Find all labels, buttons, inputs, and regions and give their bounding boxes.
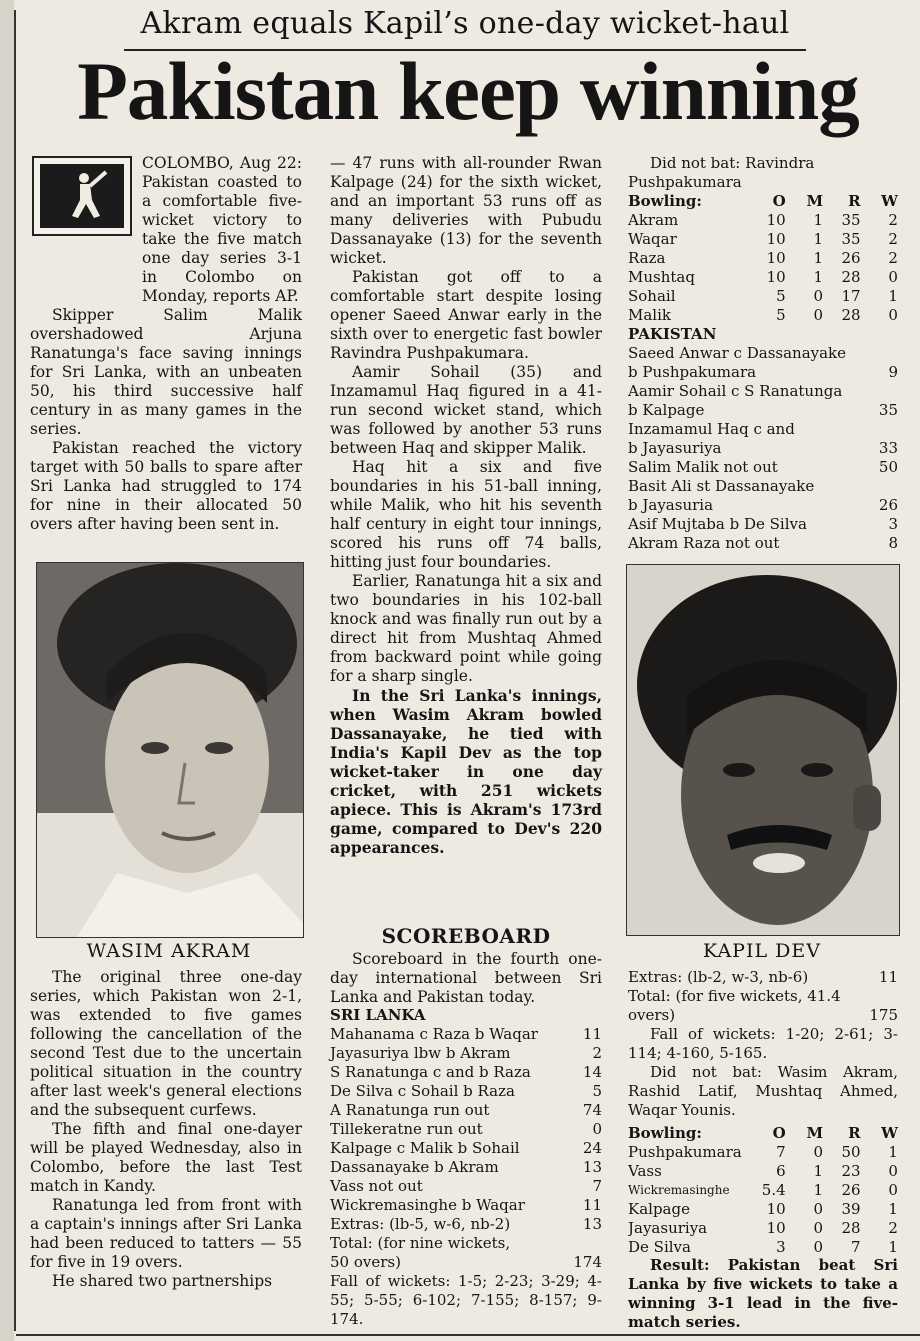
bowling-row xyxy=(628,268,898,287)
bowler-name: Sohail xyxy=(628,287,676,305)
bowling-m: 1 xyxy=(813,230,824,248)
bowling-r: 50 xyxy=(841,1143,861,1161)
bowling-m: 1 xyxy=(813,249,824,267)
bowling-r: 26 xyxy=(841,1181,861,1199)
batting-row xyxy=(330,1196,602,1215)
article-paragraph: Earlier, Ranatunga hit a six and two boundaries in his 102-ball knock and was finally run out by a direct hit from Mushtaq Ahmed from backward point while going for a sharp single. xyxy=(330,572,602,685)
batsman-dismissal: Inzamamul Haq c and xyxy=(628,420,795,438)
total-runs: 175 xyxy=(869,1006,898,1024)
article-paragraph: The fifth and final one-dayer will be played Wednesday, also in Colombo, before the last Test match in Kandy. xyxy=(30,1120,302,1195)
bowler-name: Kalpage xyxy=(628,1200,690,1218)
col-overs: O xyxy=(772,1124,786,1142)
bowling-w: 2 xyxy=(888,230,898,248)
dateline-paragraph: COLOMBO, Aug 22: Pakistan coasted to a comfortable five-wicket victory to take the five match one day series 3-1 in Colombo on Monday, reports AP. xyxy=(142,154,302,305)
bowler-name: De Silva xyxy=(628,1238,691,1256)
article-column-1 xyxy=(30,154,302,534)
bowler-name: Jayasuriya xyxy=(628,1219,708,1237)
article-column-2 xyxy=(330,154,602,857)
col-wickets: W xyxy=(881,192,898,210)
col-wickets: W xyxy=(881,1124,898,1142)
batting-row-cont xyxy=(628,401,898,420)
bowling-row xyxy=(628,230,898,249)
bowling-w: 0 xyxy=(888,268,898,286)
bowling-o: 10 xyxy=(766,1219,786,1237)
bowling-o: 10 xyxy=(766,1200,786,1218)
batsman-dismissal: Extras: (lb-5, w-6, nb-2) xyxy=(330,1215,511,1233)
batting-row xyxy=(628,534,898,553)
article-paragraph: Haq hit a six and five boundaries in his 51-ball inning, while Malik, who hit his seventh half century in eight tour innings, scored his runs off 74 balls, hitting just four boundaries. xyxy=(330,458,602,571)
batsman-runs: 0 xyxy=(592,1120,602,1138)
bowling-w: 2 xyxy=(888,1219,898,1237)
scoreboard-title: SCOREBOARD xyxy=(381,924,551,948)
bowling-r: 35 xyxy=(841,211,861,229)
bowling-o: 3 xyxy=(776,1238,786,1256)
bowling-row xyxy=(628,1219,898,1238)
batsman-dismissal: Saeed Anwar c Dassanayake xyxy=(628,344,847,362)
bowling-row xyxy=(628,1143,898,1162)
bowling-o: 5 xyxy=(776,306,786,324)
batting-row xyxy=(628,420,898,439)
bowling-w: 2 xyxy=(888,249,898,267)
extras-runs: 11 xyxy=(878,968,898,986)
bowling-row xyxy=(628,211,898,230)
bowler-name: Pushpakumara xyxy=(628,1143,742,1161)
bowling-r: 17 xyxy=(841,287,861,305)
batsman-runs: 3 xyxy=(888,515,898,533)
bowling-m: 0 xyxy=(813,287,824,305)
bowler-name: Wickremasinghe xyxy=(628,1183,730,1197)
scoreboard-intro-text: Scoreboard in the fourth one-day international between Sri Lanka and Pakistan today. xyxy=(330,950,602,1006)
batsman-runs: 14 xyxy=(582,1063,602,1081)
batsman-runs: 13 xyxy=(582,1215,602,1233)
total-label: Total: (for five wickets, 41.4 xyxy=(628,987,841,1005)
batsman-dismissal: Asif Mujtaba b De Silva xyxy=(628,515,807,533)
pakistan-batting-table xyxy=(628,325,898,553)
batting-row xyxy=(628,458,898,477)
bowling-label: Bowling: xyxy=(628,192,702,210)
extras-label: Extras: (lb-2, w-3, nb-6) xyxy=(628,968,809,986)
article-paragraph: He shared two partnerships xyxy=(52,1272,273,1290)
bowling-o: 7 xyxy=(776,1143,786,1161)
batsman-dismissal: Salim Malik not out xyxy=(628,458,778,476)
article-paragraph: Skipper Salim Malik overshadowed Arjuna Ranatunga's face saving innings for Sri Lanka, with an unbeaten 50, his third successive half century in as many games in the series. xyxy=(30,306,302,438)
batsman-dismissal: Basit Ali st Dassanayake xyxy=(628,477,815,495)
batsman-runs: 50 xyxy=(878,458,898,476)
batsman-dismissal: Wickremasinghe b Waqar xyxy=(330,1196,525,1214)
match-result xyxy=(628,1256,898,1332)
batsman-dismissal-cont: b Pushpakumara xyxy=(628,363,757,381)
bowling-row xyxy=(628,306,898,325)
bowler-name: Akram xyxy=(628,211,679,229)
scoreboard-intro xyxy=(330,950,602,1007)
bowling-r: 28 xyxy=(841,1219,861,1237)
kapil-dev-photo xyxy=(626,564,900,936)
bowling-r: 26 xyxy=(841,249,861,267)
did-not-bat-pakistan: Did not bat: Wasim Akram, Rashid Latif, Mushtaq Ahmed, Waqar Younis. xyxy=(628,1063,898,1119)
batsman-runs: 13 xyxy=(582,1158,602,1176)
result-text: Result: Pakistan beat Sri Lanka by five wickets to take a winning 3-1 lead in the five-match series. xyxy=(628,1256,898,1331)
batsman-runs: 8 xyxy=(888,534,898,552)
total-overs: overs) xyxy=(628,1006,676,1024)
adjacent-column-edge xyxy=(0,0,14,1341)
bowler-name: Waqar xyxy=(628,230,677,248)
batsman-dismissal: Jayasuriya lbw b Akram xyxy=(330,1044,511,1062)
pakistan-heading: PAKISTAN xyxy=(628,325,717,343)
bowling-r: 35 xyxy=(841,230,861,248)
pakistan-extras-row xyxy=(628,968,898,987)
bowling-m: 0 xyxy=(813,1219,824,1237)
bowling-o: 5.4 xyxy=(761,1181,786,1199)
pakistan-bowling-table xyxy=(628,192,898,325)
srilanka-bowling-table xyxy=(628,1124,898,1257)
bowling-m: 0 xyxy=(813,1238,824,1256)
bowling-w: 0 xyxy=(888,306,898,324)
batsman-runs: 11 xyxy=(582,1196,602,1214)
srilanka-heading: SRI LANKA xyxy=(330,1006,426,1024)
article-paragraph: The original three one-day series, which Pakistan won 2-1, was extended to five games following the cancellation of the second Test due to the uncertain political situation in the country after last week's general elections and the subsequent curfews. xyxy=(30,968,302,1119)
article-paragraph: Pakistan reached the victory target with 50 balls to spare after Sri Lanka had struggled to 174 for nine in their allocated 50 overs after having been sent in. xyxy=(30,439,302,533)
batting-row xyxy=(628,515,898,534)
total-overs: 50 overs) xyxy=(330,1253,401,1271)
batting-row xyxy=(330,1139,602,1158)
pakistan-total-row-2 xyxy=(628,1006,898,1025)
batsman-dismissal: Akram Raza not out xyxy=(628,534,780,552)
pakistan-innings-summary xyxy=(628,968,898,1120)
batting-row xyxy=(628,382,898,401)
batsman-dismissal-cont: b Jayasuriya xyxy=(628,439,722,457)
bowler-name: Malik xyxy=(628,306,671,324)
bowler-name: Vass xyxy=(628,1162,662,1180)
batting-row xyxy=(330,1025,602,1044)
batting-row xyxy=(330,1044,602,1063)
bowling-m: 1 xyxy=(813,268,824,286)
col-overs: O xyxy=(772,192,786,210)
batsman-dismissal-cont: b Kalpage xyxy=(628,401,705,419)
bowling-r: 7 xyxy=(850,1238,861,1256)
bowling-w: 0 xyxy=(888,1162,898,1180)
bowling-r: 28 xyxy=(841,306,861,324)
bowling-w: 1 xyxy=(888,1200,898,1218)
main-headline: Pakistan keep winning xyxy=(77,45,859,137)
batting-row-cont xyxy=(628,439,898,458)
bowling-o: 10 xyxy=(766,211,786,229)
bowling-row xyxy=(628,1162,898,1181)
batsman-runs: 35 xyxy=(878,401,898,419)
bowling-m: 1 xyxy=(813,211,824,229)
bowler-name: Raza xyxy=(628,249,666,267)
bowling-m: 1 xyxy=(813,1181,824,1199)
bowling-row xyxy=(628,1200,898,1219)
article-paragraph: Ranatunga led from front with a captain's innings after Sri Lanka had been reduced to tatters — 55 for five in 19 overs. xyxy=(30,1196,302,1271)
bowling-o: 10 xyxy=(766,268,786,286)
article-column-1-lower xyxy=(30,968,302,1291)
batsman-dismissal: De Silva c Sohail b Raza xyxy=(330,1082,515,1100)
batting-row xyxy=(628,344,898,363)
kicker-headline: Akram equals Kapil’s one-day wicket-haul xyxy=(140,6,790,41)
bowling-row xyxy=(628,249,898,268)
batsman-runs: 24 xyxy=(582,1139,602,1157)
total-runs: 174 xyxy=(573,1253,602,1271)
article-paragraph: Pakistan got off to a comfortable start despite losing opener Saeed Anwar early in the sixth over to energetic fast bowler Ravindra Pushpakumara. xyxy=(330,268,602,362)
bowling-w: 1 xyxy=(888,1238,898,1256)
bowling-label: Bowling: xyxy=(628,1124,702,1142)
batting-row xyxy=(330,1177,602,1196)
batsman-dismissal-cont: b Jayasuria xyxy=(628,496,714,514)
srilanka-total-row xyxy=(330,1234,602,1253)
srilanka-fall-of-wickets: Fall of wickets: 1-5; 2-23; 3-29; 4-55; 5-55; 6-102; 7-155; 8-157; 9-174. xyxy=(330,1272,602,1328)
bowling-o: 6 xyxy=(776,1162,786,1180)
article-paragraph: Aamir Sohail (35) and Inzamamul Haq figured in a 41-run second wicket stand, which was followed by another 53 runs between Haq and skipper Malik. xyxy=(330,363,602,457)
bowling-o: 5 xyxy=(776,287,786,305)
column-divider-rule xyxy=(14,10,16,1331)
total-label: Total: (for nine wickets, xyxy=(330,1234,511,1252)
bowling-m: 0 xyxy=(813,1200,824,1218)
bowling-w: 2 xyxy=(888,211,898,229)
bowling-o: 10 xyxy=(766,230,786,248)
col-maidens: M xyxy=(806,1124,824,1142)
bowling-m: 0 xyxy=(813,306,824,324)
batting-row-cont xyxy=(628,496,898,515)
batting-row xyxy=(330,1158,602,1177)
batsman-dismissal: Vass not out xyxy=(330,1177,423,1195)
srilanka-total-row-2 xyxy=(330,1253,602,1272)
batsman-dismissal: Kalpage c Malik b Sohail xyxy=(330,1139,520,1157)
bold-highlight-paragraph: In the Sri Lanka's innings, when Wasim Akram bowled Dassanayake, he tied with India's Kapil Dev as the top wicket-taker in one day cricket, with 251 wickets apiece. This is Akram's 173rd game, compared to Dev's 220 appearances. xyxy=(330,686,602,857)
batsman-dismissal: Dassanayake b Akram xyxy=(330,1158,499,1176)
bowling-header-row xyxy=(628,1124,898,1143)
batsman-runs: 26 xyxy=(878,496,898,514)
bowling-w: 0 xyxy=(888,1181,898,1199)
bowling-w: 1 xyxy=(888,287,898,305)
bowling-row xyxy=(628,1181,898,1200)
bowling-w: 1 xyxy=(888,1143,898,1161)
left-photo-caption: WASIM AKRAM xyxy=(86,940,252,962)
batting-row-cont xyxy=(628,363,898,382)
batting-row xyxy=(330,1120,602,1139)
bowling-header-row xyxy=(628,192,898,211)
batsman-runs: 5 xyxy=(592,1082,602,1100)
srilanka-batting-table xyxy=(330,1006,602,1329)
wasim-akram-photo xyxy=(36,562,304,938)
batting-row xyxy=(628,477,898,496)
batsman-runs: 9 xyxy=(888,363,898,381)
batsman-dismissal: S Ranatunga c and b Raza xyxy=(330,1063,531,1081)
batsman-runs: 33 xyxy=(878,439,898,457)
did-not-bat-srilanka: Did not bat: Ravindra Pushpakumara xyxy=(628,154,815,191)
bowling-m: 0 xyxy=(813,1143,824,1161)
batting-row xyxy=(330,1101,602,1120)
bowling-m: 1 xyxy=(813,1162,824,1180)
pakistan-total-row xyxy=(628,987,898,1006)
batsman-dismissal: A Ranatunga run out xyxy=(330,1101,490,1119)
article-paragraph: — 47 runs with all-rounder Rwan Kalpage (24) for the sixth wicket, and an important 53 runs off as many deliveries with Pubudu Dassanayake (13) for the seventh wicket. xyxy=(330,154,602,267)
bowling-row xyxy=(628,1238,898,1257)
batting-row xyxy=(330,1063,602,1082)
batsman-dismissal: Mahanama c Raza b Waqar xyxy=(330,1025,538,1043)
batting-row xyxy=(330,1082,602,1101)
col-runs: R xyxy=(848,1124,861,1142)
bottom-rule xyxy=(16,1334,920,1336)
col-maidens: M xyxy=(806,192,824,210)
pakistan-fall-of-wickets: Fall of wickets: 1-20; 2-61; 3-114; 4-160, 5-165. xyxy=(628,1025,898,1062)
bowling-row xyxy=(628,287,898,306)
col-runs: R xyxy=(848,192,861,210)
batsman-dismissal: Aamir Sohail c S Ranatunga xyxy=(628,382,843,400)
batsman-runs: 2 xyxy=(592,1044,602,1062)
scoreboard-column-3-top xyxy=(628,154,898,192)
batsman-runs: 74 xyxy=(582,1101,602,1119)
bowling-r: 39 xyxy=(841,1200,861,1218)
batsman-dismissal: Tillekeratne run out xyxy=(330,1120,483,1138)
right-photo-caption: KAPIL DEV xyxy=(703,940,821,962)
bowling-r: 28 xyxy=(841,268,861,286)
bowling-o: 10 xyxy=(766,249,786,267)
batting-row xyxy=(330,1215,602,1234)
batsman-runs: 7 xyxy=(592,1177,602,1195)
bowler-name: Mushtaq xyxy=(628,268,695,286)
batsman-runs: 11 xyxy=(582,1025,602,1043)
bowling-r: 23 xyxy=(841,1162,861,1180)
